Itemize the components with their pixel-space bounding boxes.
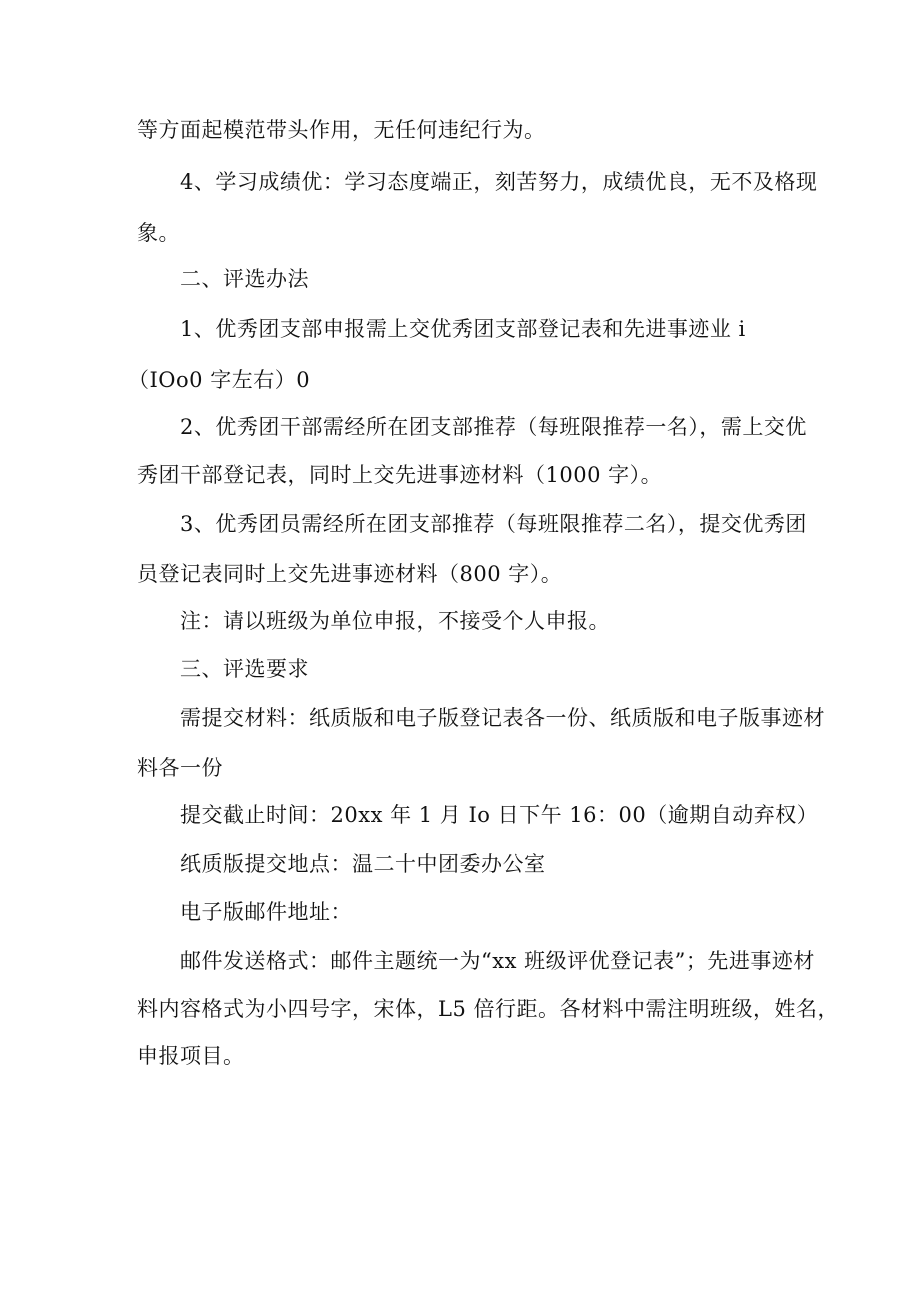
- email-format-line-3: 申报项目。: [137, 1044, 245, 1068]
- email-address-line: 电子版邮件地址：: [180, 900, 352, 924]
- section-heading-selection-method: 二、评选办法: [180, 267, 309, 291]
- materials-line-1: 需提交材料：纸质版和电子版登记表各一份、纸质版和电子版事迹材: [180, 706, 825, 730]
- email-format-line-1: 邮件发送格式：邮件主题统一为“xx 班级评优登记表”；先进事迹材: [180, 949, 815, 973]
- criterion-4-line-1: 4、学习成绩优：学习态度端正，刻苦努力，成绩优良，无不及格现: [180, 170, 818, 194]
- text-line: 等方面起模范带头作用，无任何违纪行为。: [137, 118, 546, 142]
- deadline-line: 提交截止时间：20xx 年 1 月 Io 日下午 16：00（逾期自动弃权）: [180, 803, 819, 827]
- method-3-line-2: 员登记表同时上交先进事迹材料（800 字）。: [137, 562, 563, 586]
- method-1-line-2: （IOo0 字左右）0: [128, 368, 311, 392]
- section-heading-requirements: 三、评选要求: [180, 657, 309, 681]
- paper-location-line: 纸质版提交地点：温二十中团委办公室: [180, 852, 546, 876]
- method-2-line-2: 秀团干部登记表，同时上交先进事迹材料（1000 字）。: [137, 463, 663, 487]
- email-format-line-2: 料内容格式为小四号字，宋体，L5 倍行距。各材料中需注明班级，姓名，: [137, 997, 839, 1021]
- method-2-line-1: 2、优秀团干部需经所在团支部推荐（每班限推荐一名），需上交优: [180, 415, 807, 439]
- method-3-line-1: 3、优秀团员需经所在团支部推荐（每班限推荐二名），提交优秀团: [180, 512, 807, 536]
- materials-line-2: 料各一份: [137, 756, 223, 780]
- note-line: 注：请以班级为单位申报，不接受个人申报。: [180, 609, 610, 633]
- method-1-line-1: 1、优秀团支部申报需上交优秀团支部登记表和先进事迹业 i: [180, 317, 746, 341]
- criterion-4-line-2: 象。: [137, 221, 180, 245]
